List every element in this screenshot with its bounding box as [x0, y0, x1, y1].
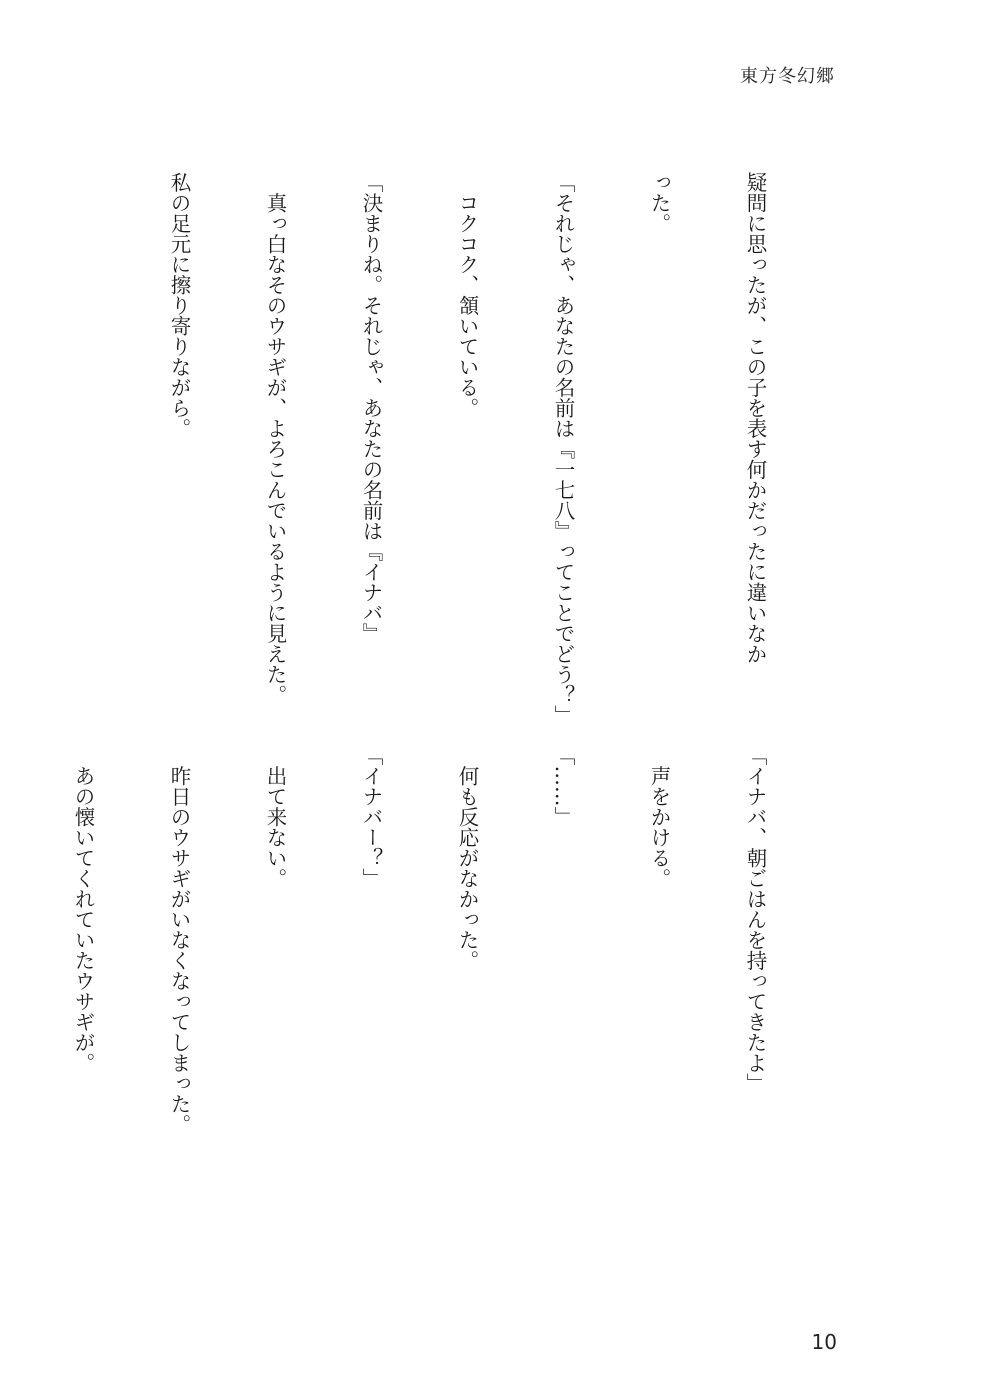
text-line: 私の足元に擦り寄りながら。 — [167, 172, 191, 439]
top-text-block — [0, 172, 835, 726]
text-line: った。 — [647, 172, 671, 234]
text-line: あの懐いてくれていたウサギが。 — [71, 745, 95, 1073]
text-line — [0, 745, 3, 1305]
text-line: 真っ白なそのウサギが、よろこんでいるように見えた。 — [263, 172, 287, 705]
running-header-title: 東方冬幻郷 — [740, 66, 835, 87]
text-line: 何も反応がなかった。 — [455, 745, 479, 971]
text-line: 「それじゃ、あなたの名前は『一七八』ってことでどう？」 — [551, 172, 575, 726]
text-line: 「イナバ、朝ごはんを持ってきたよ」 — [743, 745, 767, 1094]
text-line: 昨日のウサギがいなくなってしまった。 — [167, 745, 191, 1135]
text-line: 出て来ない。 — [263, 745, 287, 889]
text-line: 「……」 — [551, 745, 575, 827]
text-line: 疑問に思ったが、この子を表す何かだったに違いなか — [743, 172, 767, 664]
text-line: コクコク、頷いている。 — [455, 172, 479, 418]
text-line: 声をかける。 — [647, 745, 671, 889]
bottom-text-block — [0, 745, 835, 1305]
text-line: 「決まりね。それじゃ、あなたの名前は『イナバ』 — [359, 172, 383, 644]
text-line: 「イナバー？」 — [359, 745, 383, 889]
page-number: 10 — [811, 1330, 837, 1354]
